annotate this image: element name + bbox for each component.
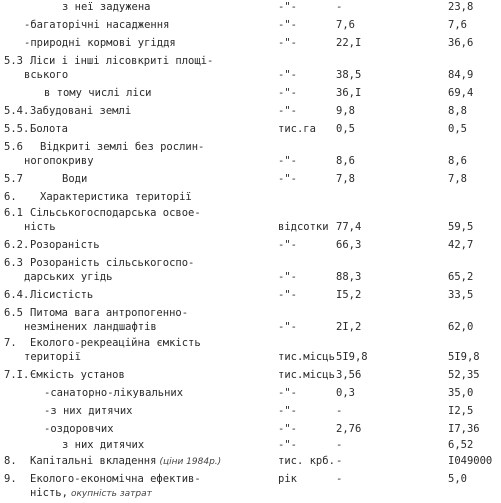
value-col-2: 7,6 [448, 19, 467, 31]
handwritten-note: (ціни 1984р.) [159, 457, 222, 467]
value-col-2: 35,0 [448, 387, 474, 399]
table-row [0, 454, 501, 468]
table-row [0, 154, 501, 168]
table-row [0, 172, 501, 186]
value-col-2: 59,5 [448, 221, 474, 233]
row-number: 5.6 [4, 141, 23, 153]
value-col-2: 33,5 [448, 289, 474, 301]
row-unit: -"- [278, 239, 297, 251]
row-unit: відсотки [278, 221, 329, 233]
row-unit: -"- [278, 87, 297, 99]
row-label: ність [24, 221, 56, 233]
row-label: ногопокриву [24, 155, 94, 167]
table-row [0, 386, 501, 400]
row-number: 7. [4, 337, 17, 349]
row-label: Води [62, 173, 88, 185]
row-unit: -"- [278, 19, 297, 31]
value-col-2: 8,6 [448, 155, 467, 167]
table-row [0, 68, 501, 82]
value-col-2: 7,8 [448, 173, 467, 185]
value-col-1: 7,8 [336, 173, 355, 185]
row-label: дарських угідь [24, 271, 113, 283]
value-col-1: 66,3 [336, 239, 362, 251]
table-row [0, 270, 501, 284]
value-col-1: I5,2 [336, 289, 362, 301]
row-unit: -"- [278, 1, 297, 13]
value-col-1: 0,5 [336, 123, 355, 135]
table-row [0, 140, 501, 154]
row-number: 7.I. [4, 369, 30, 381]
value-col-1: 22,I [336, 37, 362, 49]
row-label: Болота [30, 123, 68, 135]
table-row [0, 422, 501, 436]
row-number: 5.5. [4, 123, 30, 135]
table-row [0, 104, 501, 118]
row-label: Ємкість установ [30, 369, 125, 381]
value-col-1: - [336, 473, 343, 485]
table-row [0, 220, 501, 234]
value-col-1: 9,8 [336, 105, 355, 117]
table-row [0, 320, 501, 334]
row-label: Сільськогосподарська освое- [30, 207, 201, 219]
row-label: території [24, 351, 81, 363]
row-number: 8. [4, 455, 17, 467]
value-col-1: - [336, 405, 343, 417]
table-row [0, 18, 501, 32]
row-unit: -"- [278, 321, 297, 333]
table-row [0, 190, 501, 204]
row-label: -природні кормові угіддя [24, 37, 176, 49]
row-label: Капітальні вкладення (ціни 1984р.) [30, 455, 222, 467]
row-label: ність, окупність затрат [30, 487, 152, 499]
row-unit: -"- [278, 423, 297, 435]
table-row [0, 486, 501, 500]
row-unit: -"- [278, 37, 297, 49]
value-col-2: 23,8 [448, 1, 474, 13]
row-label: Ліси і інші лісовкриті площі- [30, 55, 214, 67]
row-unit: тис. крб. [278, 455, 335, 467]
row-label: незмінених ландшафтів [24, 321, 157, 333]
row-label: Розораність [30, 239, 100, 251]
value-col-2: 65,2 [448, 271, 474, 283]
row-unit: -"- [278, 405, 297, 417]
value-col-1: 36,I [336, 87, 362, 99]
row-label: -санаторно-лікувальних [44, 387, 184, 399]
table-row [0, 438, 501, 452]
table-row [0, 368, 501, 382]
row-number: 6. [4, 191, 17, 203]
value-col-2: I2,5 [448, 405, 474, 417]
value-col-1: 3,56 [336, 369, 362, 381]
row-label: Відкриті землі без рослин- [40, 141, 205, 153]
value-col-1: 5I9,8 [336, 351, 368, 363]
row-unit: -"- [278, 439, 297, 451]
row-label: Розораність сільськогоспо- [30, 257, 195, 269]
row-number: 6.1 [4, 207, 23, 219]
table-row [0, 206, 501, 220]
table-row [0, 256, 501, 270]
table-row [0, 122, 501, 136]
row-unit: тис.місць [278, 369, 335, 381]
value-col-2: 42,7 [448, 239, 474, 251]
value-col-2: 5,0 [448, 473, 467, 485]
row-number: 5.4. [4, 105, 30, 117]
value-col-2: I049000 [448, 455, 493, 467]
value-col-2: I7,36 [448, 423, 480, 435]
value-col-1: 88,3 [336, 271, 362, 283]
row-label: вського [24, 69, 69, 81]
row-number: 6.2. [4, 239, 30, 251]
row-unit: -"- [278, 155, 297, 167]
row-unit: -"- [278, 271, 297, 283]
value-col-2: 6,52 [448, 439, 474, 451]
table-row [0, 36, 501, 50]
value-col-1: 2I,2 [336, 321, 362, 333]
row-number: 6.5 [4, 307, 23, 319]
row-label: Лісистість [30, 289, 94, 301]
table-row [0, 86, 501, 100]
value-col-1: 8,6 [336, 155, 355, 167]
table-row [0, 288, 501, 302]
table-row [0, 238, 501, 252]
value-col-1: 2,76 [336, 423, 362, 435]
table-row [0, 0, 501, 14]
table-row [0, 472, 501, 486]
row-number: 9. [4, 473, 17, 485]
value-col-1: - [336, 1, 343, 13]
row-unit: -"- [278, 387, 297, 399]
row-label: Еколого-економічна ефектив- [30, 473, 201, 485]
value-col-2: 52,35 [448, 369, 480, 381]
value-col-1: 77,4 [336, 221, 362, 233]
row-label: Еколого-рекреаційна ємкість [30, 337, 201, 349]
row-label: в тому числі ліси [44, 87, 152, 99]
row-unit: тис.місць [278, 351, 335, 363]
value-col-2: 36,6 [448, 37, 474, 49]
table-row [0, 350, 501, 364]
value-col-2: 84,9 [448, 69, 474, 81]
row-label: з них дитячих [62, 439, 145, 451]
table-row [0, 336, 501, 350]
row-number: 5.3 [4, 55, 23, 67]
row-unit: -"- [278, 69, 297, 81]
value-col-1: - [336, 455, 343, 467]
value-col-1: - [336, 439, 343, 451]
table-row [0, 54, 501, 68]
value-col-2: 62,0 [448, 321, 474, 333]
row-unit: -"- [278, 289, 297, 301]
value-col-1: 0,3 [336, 387, 355, 399]
value-col-1: 7,6 [336, 19, 355, 31]
value-col-1: 38,5 [336, 69, 362, 81]
row-unit: -"- [278, 173, 297, 185]
row-label: Забудовані землі [30, 105, 132, 117]
row-number: 5.7 [4, 173, 23, 185]
row-unit: рік [278, 473, 297, 485]
row-unit: тис.га [278, 123, 316, 135]
value-col-2: 69,4 [448, 87, 474, 99]
value-col-2: 0,5 [448, 123, 467, 135]
row-unit: -"- [278, 105, 297, 117]
table-row [0, 404, 501, 418]
value-col-2: 5I9,8 [448, 351, 480, 363]
row-label: -з них дитячих [44, 405, 133, 417]
row-number: 6.3 [4, 257, 23, 269]
row-label: -оздоровчих [44, 423, 114, 435]
row-label: -багаторічні насадження [24, 19, 170, 31]
handwritten-note: окупність затрат [70, 489, 152, 499]
table-row [0, 306, 501, 320]
row-label: Характеристика території [40, 191, 192, 203]
row-label: Питома вага антропогенно- [30, 307, 189, 319]
row-label: з неї задужена [62, 1, 151, 13]
row-number: 6.4. [4, 289, 30, 301]
value-col-2: 8,8 [448, 105, 467, 117]
